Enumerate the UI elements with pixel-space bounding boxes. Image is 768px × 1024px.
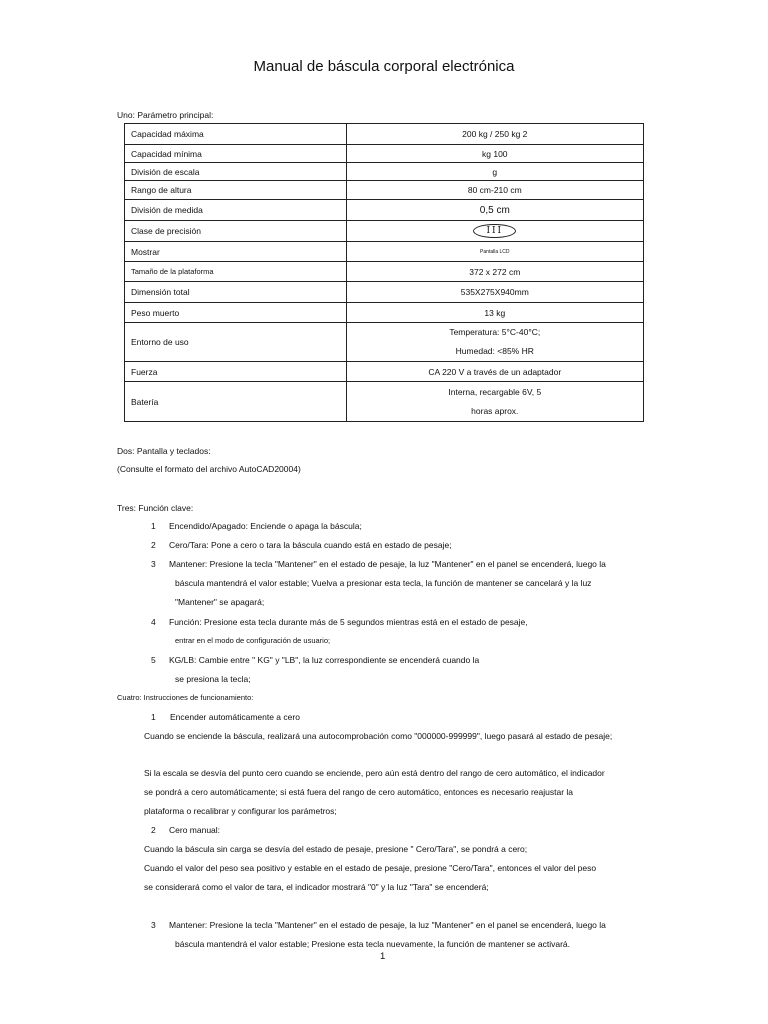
section-4-heading: Cuatro: Instrucciones de funcionamiento: <box>117 693 254 702</box>
list-item-number: 3 <box>151 559 156 569</box>
list-item: Función: Presione esta tecla durante más de 5 segundos mientras está en el estado de pesaje, <box>169 617 528 627</box>
list-item: Cero/Tara: Pone a cero o tara la báscula cuando está en estado de pesaje; <box>169 540 452 550</box>
list-item-number: 1 <box>151 521 156 531</box>
paragraph-line: se pondrá a cero automáticamente; si está fuera del rango de cero automático, entonces es necesario reajustar la <box>144 787 574 797</box>
accuracy-class-mark: III <box>473 224 516 238</box>
paragraph-line: Mantener: Presione la tecla "Mantener" en el estado de pesaje, la luz "Mantener" en el panel se encenderá, luego la <box>169 920 606 930</box>
paragraph-line: Si la escala se desvía del punto cero cuando se enciende, pero aún está dentro del rango de cero automático, el indicador <box>144 768 605 778</box>
list-item-line: se presiona la tecla; <box>175 674 251 684</box>
spec-value: g <box>346 163 643 181</box>
section-2-heading: Dos: Pantalla y teclados: <box>117 446 211 456</box>
table-row <box>125 221 644 242</box>
spec-label: División de medida <box>125 200 347 221</box>
list-item-line: entrar en el modo de configuración de usuario; <box>175 636 331 645</box>
table-row <box>125 242 644 262</box>
spec-value: Temperatura: 5°C-40°C; <box>449 327 541 337</box>
spec-value: Pantalla LCD <box>346 242 643 262</box>
paragraph-line: plataforma o recalibrar y configurar los parámetros; <box>144 806 337 816</box>
spec-value: 200 kg / 250 kg 2 <box>346 124 643 145</box>
spec-value: kg 100 <box>346 145 643 163</box>
spec-label: Entorno de uso <box>125 323 347 362</box>
spec-value-2: Humedad: <85% HR <box>455 346 534 356</box>
spec-value: 535X275X940mm <box>346 282 643 303</box>
list-item-number: 4 <box>151 617 156 627</box>
spec-label: Batería <box>125 382 347 422</box>
spec-label: Tamaño de la plataforma <box>125 262 347 282</box>
spec-table <box>124 123 644 422</box>
table-row <box>125 200 644 221</box>
spec-value: CA 220 V a través de un adaptador <box>346 362 643 382</box>
spec-value: 0,5 cm <box>346 200 643 221</box>
table-row <box>125 181 644 200</box>
spec-value: 372 x 272 cm <box>346 262 643 282</box>
spec-value: 80 cm-210 cm <box>346 181 643 200</box>
subsection-number: 2 <box>151 825 156 835</box>
spec-label: Rango de altura <box>125 181 347 200</box>
table-row <box>125 303 644 323</box>
subsection-title: Encender automáticamente a cero <box>170 712 300 722</box>
subsection-title: Cero manual: <box>169 825 221 835</box>
section-2-note: (Consulte el formato del archivo AutoCAD20004) <box>117 464 301 474</box>
table-row <box>125 262 644 282</box>
list-item-number: 5 <box>151 655 156 665</box>
table-row <box>125 163 644 181</box>
spec-value: Interna, recargable 6V, 5 <box>448 386 542 397</box>
list-item: KG/LB: Cambie entre " KG" y "LB", la luz correspondiente se encenderá cuando la <box>169 655 480 665</box>
section-1-heading: Uno: Parámetro principal: <box>117 110 214 120</box>
paragraph-line: se considerará como el valor de tara, el indicador mostrará "0" y la luz "Tara" se encenderá; <box>144 882 489 892</box>
table-row <box>125 362 644 382</box>
spec-value-2: horas aprox. <box>471 405 519 416</box>
page-number: 1 <box>380 951 386 962</box>
list-item: Encendido/Apagado: Enciende o apaga la báscula; <box>169 521 362 531</box>
subsection-number: 1 <box>151 712 156 722</box>
paragraph-line: báscula mantendrá el valor estable; Presione esta tecla nuevamente, la función de mantener se activará. <box>175 939 571 949</box>
spec-label: Fuerza <box>125 362 347 382</box>
spec-label: Clase de precisión <box>125 221 347 242</box>
spec-label: Capacidad máxima <box>125 124 347 145</box>
page-title: Manual de báscula corporal electrónica <box>253 58 515 75</box>
spec-label: División de escala <box>125 163 347 181</box>
table-row <box>125 282 644 303</box>
table-row <box>125 323 644 362</box>
spec-value: 13 kg <box>346 303 643 323</box>
table-row <box>125 124 644 145</box>
spec-label: Mostrar <box>125 242 347 262</box>
spec-label: Capacidad mínima <box>125 145 347 163</box>
spec-label: Peso muerto <box>125 303 347 323</box>
paragraph-line: Cuando se enciende la báscula, realizará una autocomprobación como "000000-999999", luego pasará al estado de pesaje; <box>144 731 613 741</box>
table-row <box>125 382 644 422</box>
section-3-heading: Tres: Función clave: <box>117 503 194 513</box>
spec-label: Dimensión total <box>125 282 347 303</box>
list-item-line: "Mantener" se apagará; <box>175 597 265 607</box>
table-row <box>125 145 644 163</box>
list-item-line: báscula mantendrá el valor estable; Vuelva a presionar esta tecla, la función de mantener se cancelará y la luz <box>175 578 592 588</box>
list-item: Mantener: Presione la tecla "Mantener" en el estado de pesaje, la luz "Mantener" en el panel se encenderá, luego la <box>169 559 606 569</box>
subsection-number: 3 <box>151 920 156 930</box>
paragraph-line: Cuando el valor del peso sea positivo y estable en el estado de pesaje, presione "Cero/Tara", entonces el valor del peso <box>144 863 597 873</box>
paragraph-line: Cuando la báscula sin carga se desvía del estado de pesaje, presione " Cero/Tara", se pondrá a cero; <box>144 844 528 854</box>
list-item-number: 2 <box>151 540 156 550</box>
